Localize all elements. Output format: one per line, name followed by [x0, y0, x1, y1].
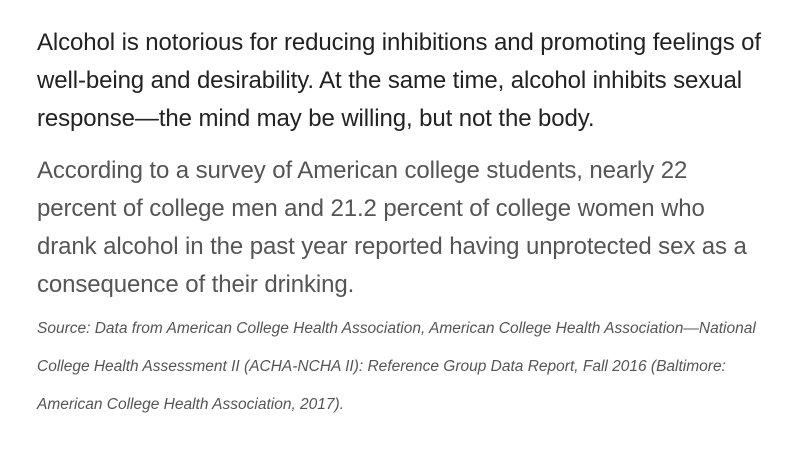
source-citation: Source: Data from American College Health Association, American College Health Association—National College Health Assessment II (ACHA-NCHA II): Reference Group Data Report, Fall 2016 (Baltimore: American College Health Association, 2017). [37, 320, 756, 413]
paragraph-college-survey: According to a survey of American college students, nearly 22 percent of college men and 21.2 percent of college women who drank alcohol in the past year reported having unprotected sex as a consequence of their drinking. [37, 157, 747, 298]
paragraph-alcohol-inhibitions: Alcohol is notorious for reducing inhibitions and promoting feelings of well-being and desirability. At the same time, alcohol inhibits sexual response—the mind may be willing, but not the body. [37, 29, 761, 132]
article-body [37, 24, 767, 424]
